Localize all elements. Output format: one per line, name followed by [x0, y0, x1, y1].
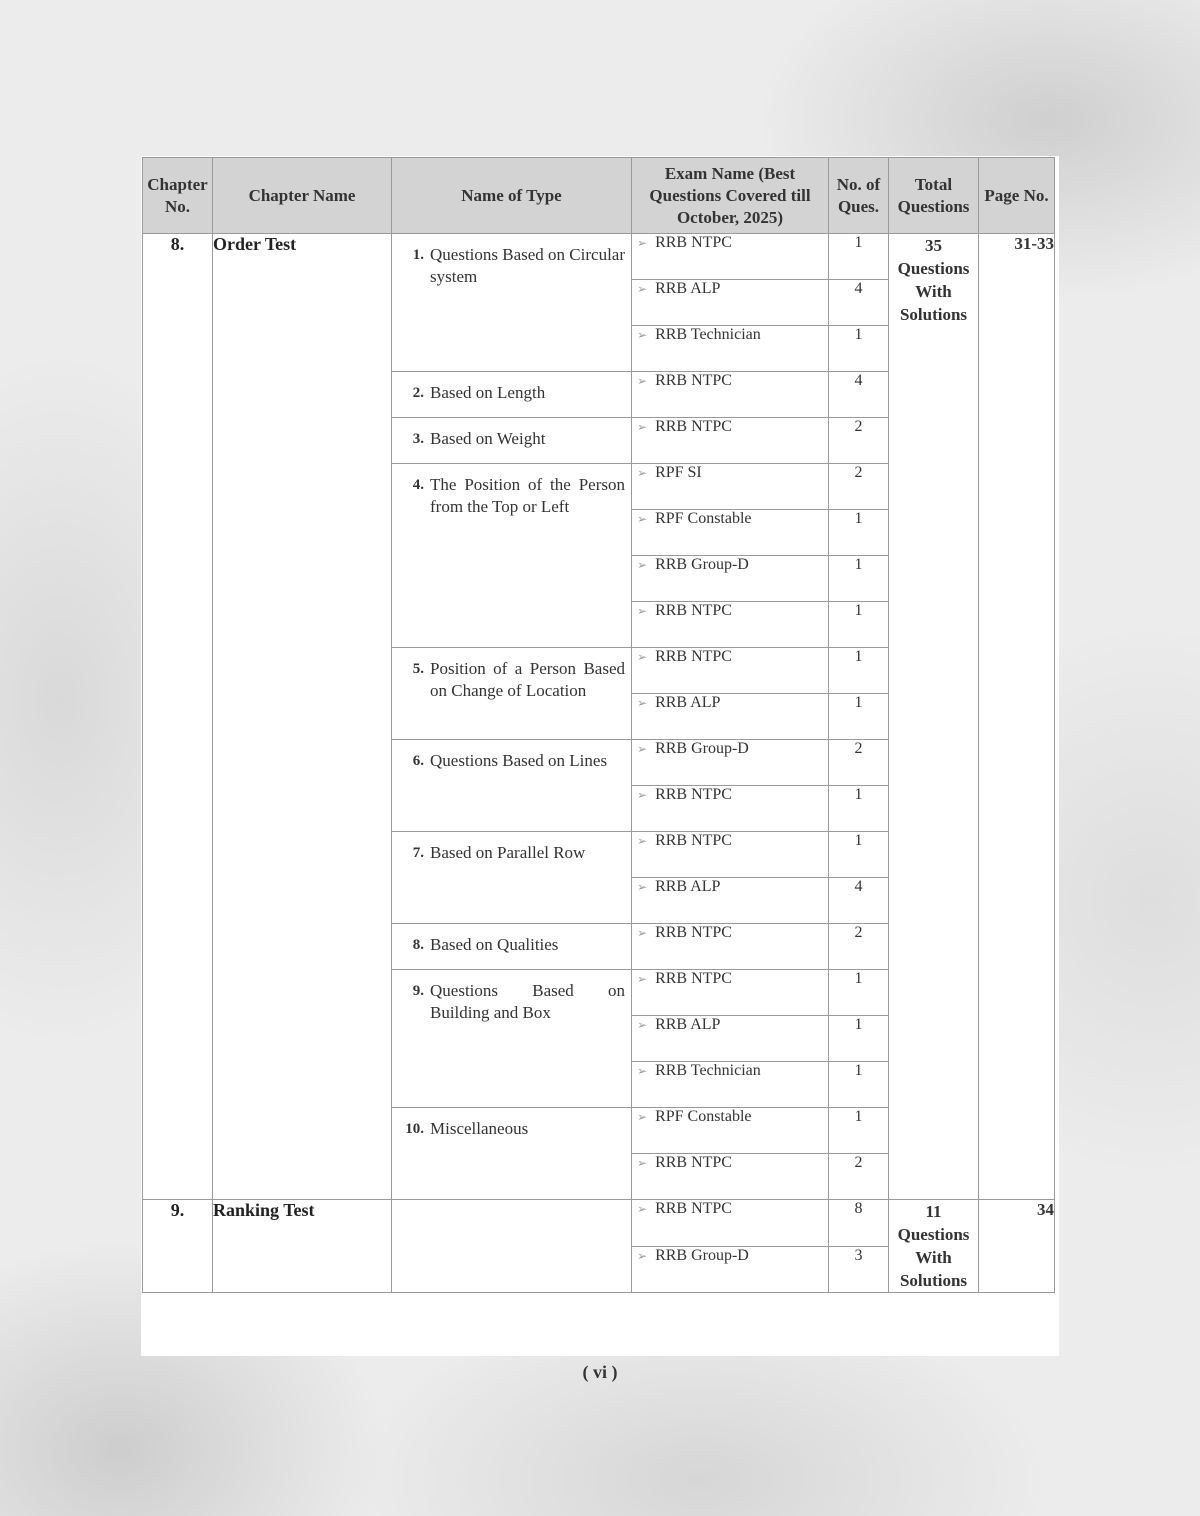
question-count: 2	[829, 464, 889, 510]
arrowhead-bullet-icon: ➢	[637, 512, 648, 526]
type-entry	[392, 648, 631, 702]
type-entry	[392, 924, 631, 956]
type-entry	[392, 1108, 631, 1140]
type-entry	[392, 832, 631, 864]
arrowhead-bullet-icon: ➢	[637, 1064, 648, 1078]
question-count: 1	[829, 602, 889, 648]
type-name: Position of a Person Based on Change of Location	[430, 659, 625, 700]
exam-cell	[632, 694, 829, 740]
arrowhead-bullet-icon: ➢	[637, 1248, 648, 1263]
type-name: Based on Length	[430, 383, 546, 402]
exam-name: RPF SI	[655, 464, 702, 481]
type-name: Based on Qualities	[430, 935, 559, 954]
header-row	[143, 158, 1055, 234]
arrowhead-bullet-icon: ➢	[637, 466, 648, 480]
exam-cell	[632, 372, 829, 418]
exam-cell	[632, 326, 829, 372]
header-chapter-no: Chapter No.	[143, 158, 213, 234]
arrowhead-bullet-icon: ➢	[637, 328, 648, 342]
exam-cell	[632, 1062, 829, 1108]
chapter-name: Ranking Test	[213, 1200, 392, 1293]
exam-cell	[632, 878, 829, 924]
exam-cell	[632, 234, 829, 280]
question-count: 4	[829, 280, 889, 326]
exam-name: RRB NTPC	[655, 1200, 732, 1217]
type-cell	[392, 1108, 632, 1200]
type-cell	[392, 924, 632, 970]
exam-cell	[632, 740, 829, 786]
exam-cell	[632, 1246, 829, 1293]
type-number: 8.	[412, 937, 424, 953]
page-number-cell: 34	[979, 1200, 1055, 1293]
type-name: Questions Based on Circular system	[430, 245, 625, 286]
exam-cell	[632, 648, 829, 694]
question-count: 1	[829, 1016, 889, 1062]
question-count: 1	[829, 1062, 889, 1108]
exam-name: RRB Technician	[655, 326, 761, 343]
chapter-name: Order Test	[213, 234, 392, 1200]
total-questions: 35 Questions With Solutions	[889, 234, 979, 1200]
exam-name: RPF Constable	[655, 1108, 752, 1125]
arrowhead-bullet-icon: ➢	[637, 1018, 648, 1032]
exam-name: RRB Group-D	[655, 740, 749, 757]
arrowhead-bullet-icon: ➢	[637, 604, 648, 618]
arrowhead-bullet-icon: ➢	[637, 650, 648, 664]
exam-name: RRB ALP	[655, 878, 721, 895]
type-entry	[392, 464, 631, 518]
type-cell	[392, 418, 632, 464]
header-page: Page No.	[979, 158, 1055, 234]
question-count: 2	[829, 1154, 889, 1200]
question-count: 2	[829, 924, 889, 970]
arrowhead-bullet-icon: ➢	[637, 972, 648, 986]
question-count: 1	[829, 970, 889, 1016]
type-name: Based on Weight	[430, 429, 546, 448]
question-count: 1	[829, 786, 889, 832]
exam-name: RRB NTPC	[655, 970, 732, 987]
type-number: 9.	[412, 983, 424, 999]
question-count: 1	[829, 326, 889, 372]
exam-name: RRB NTPC	[655, 602, 732, 619]
type-number: 2.	[412, 385, 424, 401]
chapter-number: 9.	[143, 1200, 213, 1293]
chapter-number: 8.	[143, 234, 213, 1200]
type-number: 1.	[412, 247, 424, 263]
exam-name: RRB NTPC	[655, 648, 732, 665]
arrowhead-bullet-icon: ➢	[637, 880, 648, 894]
type-cell	[392, 740, 632, 832]
type-number: 4.	[412, 477, 424, 493]
exam-cell	[632, 970, 829, 1016]
exam-cell	[632, 924, 829, 970]
exam-name: RRB Group-D	[655, 556, 749, 573]
exam-name: RRB NTPC	[655, 418, 732, 435]
type-entry	[392, 234, 631, 288]
arrowhead-bullet-icon: ➢	[637, 236, 648, 250]
arrowhead-bullet-icon: ➢	[637, 1156, 648, 1170]
type-cell	[392, 464, 632, 648]
type-name: The Position of the Person from the Top or Left	[430, 475, 625, 516]
type-cell	[392, 372, 632, 418]
arrowhead-bullet-icon: ➢	[637, 1110, 648, 1124]
type-name: Based on Parallel Row	[430, 843, 586, 862]
exam-name: RRB NTPC	[655, 1154, 732, 1171]
total-questions: 11 Questions With Solutions	[889, 1200, 979, 1293]
question-count: 2	[829, 740, 889, 786]
exam-name: RRB NTPC	[655, 234, 732, 251]
table-row	[143, 234, 1055, 280]
type-name: Questions Based on Lines	[430, 751, 608, 770]
exam-cell	[632, 556, 829, 602]
exam-name: RRB Technician	[655, 1062, 761, 1079]
exam-cell	[632, 1200, 829, 1247]
table-row	[143, 1200, 1055, 1247]
question-count: 3	[829, 1246, 889, 1293]
type-name: Questions Based on Building and Box	[430, 981, 625, 1022]
question-count: 1	[829, 510, 889, 556]
type-number: 6.	[412, 753, 424, 769]
exam-cell	[632, 832, 829, 878]
question-count: 1	[829, 694, 889, 740]
page-number: ( vi )	[582, 1362, 618, 1382]
header-total: Total Questions	[889, 158, 979, 234]
question-count: 1	[829, 1108, 889, 1154]
exam-name: RRB ALP	[655, 280, 721, 297]
type-cell	[392, 648, 632, 740]
page-number-cell: 31-33	[979, 234, 1055, 1200]
exam-name: RRB NTPC	[655, 832, 732, 849]
type-entry	[392, 740, 631, 772]
type-cell	[392, 234, 632, 372]
exam-name: RRB NTPC	[655, 372, 732, 389]
type-entry	[392, 970, 631, 1024]
arrowhead-bullet-icon: ➢	[637, 834, 648, 848]
question-count: 1	[829, 234, 889, 280]
exam-cell	[632, 1154, 829, 1200]
type-name: Miscellaneous	[430, 1119, 529, 1138]
question-count: 4	[829, 878, 889, 924]
exam-cell	[632, 510, 829, 556]
exam-cell	[632, 418, 829, 464]
exam-cell	[632, 280, 829, 326]
exam-name: RRB NTPC	[655, 924, 732, 941]
contents-table	[142, 157, 1055, 1293]
exam-cell	[632, 602, 829, 648]
type-cell	[392, 1200, 632, 1293]
type-cell	[392, 832, 632, 924]
header-chapter-name: Chapter Name	[213, 158, 392, 234]
type-number: 7.	[412, 845, 424, 861]
arrowhead-bullet-icon: ➢	[637, 558, 648, 572]
arrowhead-bullet-icon: ➢	[637, 788, 648, 802]
question-count: 1	[829, 556, 889, 602]
question-count: 2	[829, 418, 889, 464]
arrowhead-bullet-icon: ➢	[637, 282, 648, 296]
exam-cell	[632, 1016, 829, 1062]
type-entry	[392, 418, 631, 450]
header-type: Name of Type	[392, 158, 632, 234]
header-no-ques: No. of Ques.	[829, 158, 889, 234]
arrowhead-bullet-icon: ➢	[637, 926, 648, 940]
table-body	[143, 234, 1055, 1293]
exam-cell	[632, 786, 829, 832]
exam-cell	[632, 464, 829, 510]
exam-name: RRB Group-D	[655, 1246, 749, 1264]
type-number: 5.	[412, 661, 424, 677]
question-count: 1	[829, 832, 889, 878]
type-cell	[392, 970, 632, 1108]
type-number: 3.	[412, 431, 424, 447]
exam-name: RRB ALP	[655, 694, 721, 711]
exam-name: RRB NTPC	[655, 786, 732, 803]
arrowhead-bullet-icon: ➢	[637, 420, 648, 434]
header-exam: Exam Name (Best Questions Covered till October, 2025)	[632, 158, 829, 234]
exam-cell	[632, 1108, 829, 1154]
question-count: 1	[829, 648, 889, 694]
type-entry	[392, 372, 631, 404]
arrowhead-bullet-icon: ➢	[637, 742, 648, 756]
question-count: 4	[829, 372, 889, 418]
arrowhead-bullet-icon: ➢	[637, 374, 648, 388]
type-number: 10.	[405, 1121, 424, 1137]
exam-name: RRB ALP	[655, 1016, 721, 1033]
question-count: 8	[829, 1200, 889, 1247]
exam-name: RPF Constable	[655, 510, 752, 527]
arrowhead-bullet-icon: ➢	[637, 696, 648, 710]
arrowhead-bullet-icon: ➢	[637, 1202, 648, 1216]
